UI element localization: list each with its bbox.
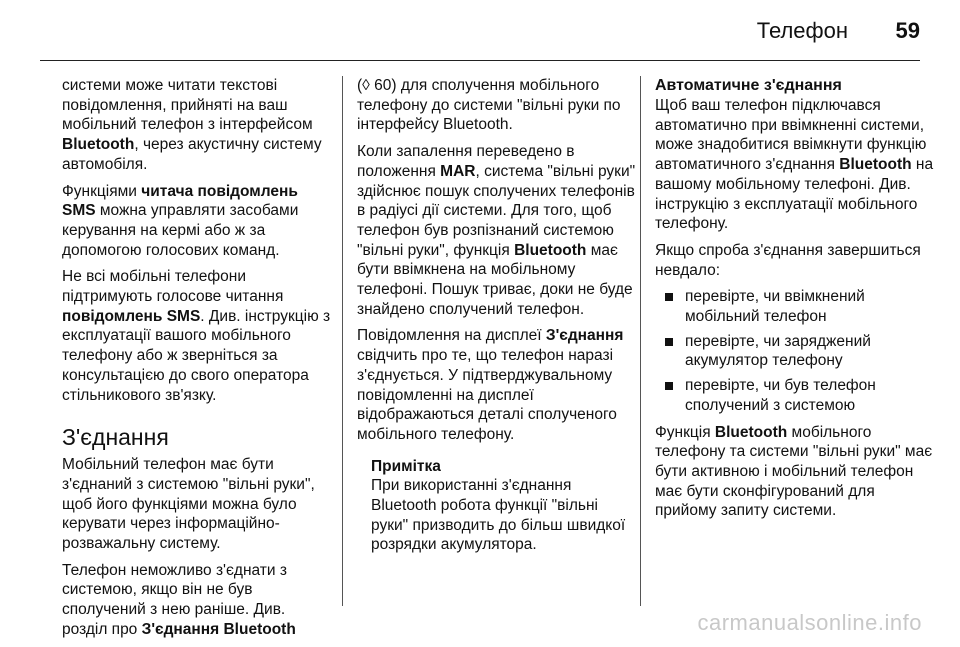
page-header [0, 0, 960, 60]
note-box [371, 457, 637, 556]
square-bullet-icon [665, 338, 673, 346]
paragraph: Функціями читача повідомлень SMS можна управляти засобами керування на кермі або ж за допомогою голосових команд. [62, 182, 299, 259]
section-heading: З'єднання [62, 424, 169, 451]
list-item: перевірте, чи заряджений акумулятор телефону [655, 332, 935, 371]
paragraph: Функція Bluetooth мобільного телефону та системи "вільні руки" має бути активною і мобільний телефон має бути сконфігурований для прийому запиту системи. [655, 423, 933, 520]
paragraph: Коли запалення переведено в положення MAR, система "вільні руки" здійснює пошук сполучених телефонів в радіусі дії системи. Для того, щоб телефон був розпізнаний системою "вільні руки", функція Bluetooth має бути ввімкнена на мобільному телефоні. Пошук триває, доки не буде знайдено сполучений телефон. [357, 143, 636, 318]
watermark: carmanualsonline.info [697, 610, 922, 635]
paragraph: Мобільний телефон має бути з'єднаний з системою "вільні руки", щоб його функціями можна було керувати через інформаційно-розважальну систему. [62, 456, 315, 553]
column-1 [62, 76, 332, 647]
square-bullet-icon [665, 293, 673, 301]
note-title: Примітка [371, 457, 441, 475]
note-text: При використанні з'єднання Bluetooth робота функції "вільні руки" призводить до більш швидкої розрядки акумулятора. [371, 477, 626, 554]
column-divider-1 [342, 76, 343, 606]
paragraph: Телефон неможливо з'єднати з системою, якщо він не був сполучений з нею раніше. Див. розділ про З'єднання Bluetooth [62, 561, 296, 638]
paragraph: Щоб ваш телефон підключався автоматично при ввімкненні системи, може знадобитися ввімкнути функцію автоматичного з'єднання Bluetooth на вашому мобільному телефоні. Див. інструкцію з експлуатації мобільного телефону. [655, 97, 934, 233]
column-divider-2 [640, 76, 641, 606]
section-heading: Автоматичне з'єднання [655, 77, 842, 94]
paragraph: Повідомлення на дисплеї З'єднання свідчить про те, що телефон наразі з'єднується. У підтверджувальному повідомленні на дисплеї відображаються деталі сполученого мобільного телефону. [357, 327, 624, 443]
page-number: 59 [895, 18, 920, 43]
list-item: перевірте, чи ввімкнений мобільний телефон [655, 287, 935, 326]
column-2 [357, 76, 637, 555]
paragraph: (◊ 60) для сполучення мобільного телефону до системи "вільні руки по інтерфейсу Bluetooth. [357, 77, 621, 134]
header-rule [40, 60, 920, 61]
paragraph: Якщо спроба з'єднання завершиться невдало: [655, 241, 921, 279]
bullet-list [655, 287, 935, 415]
paragraph: Не всі мобільні телефони підтримують голосове читання повідомлень SMS. Див. інструкцію з експлуатації вашого мобільного телефону або ж зверніться за консультацією до свого оператора стільникового зв'язку. [62, 268, 331, 404]
paragraph: системи може читати текстові повідомлення, прийняті на ваш мобільний телефон з інтерфейсом Bluetooth, через акустичну систему автомобіля. [62, 77, 322, 173]
page-title: Телефон [756, 18, 848, 43]
list-item: перевірте, чи був телефон сполучений з системою [655, 376, 935, 415]
square-bullet-icon [665, 382, 673, 390]
column-3 [655, 76, 935, 528]
